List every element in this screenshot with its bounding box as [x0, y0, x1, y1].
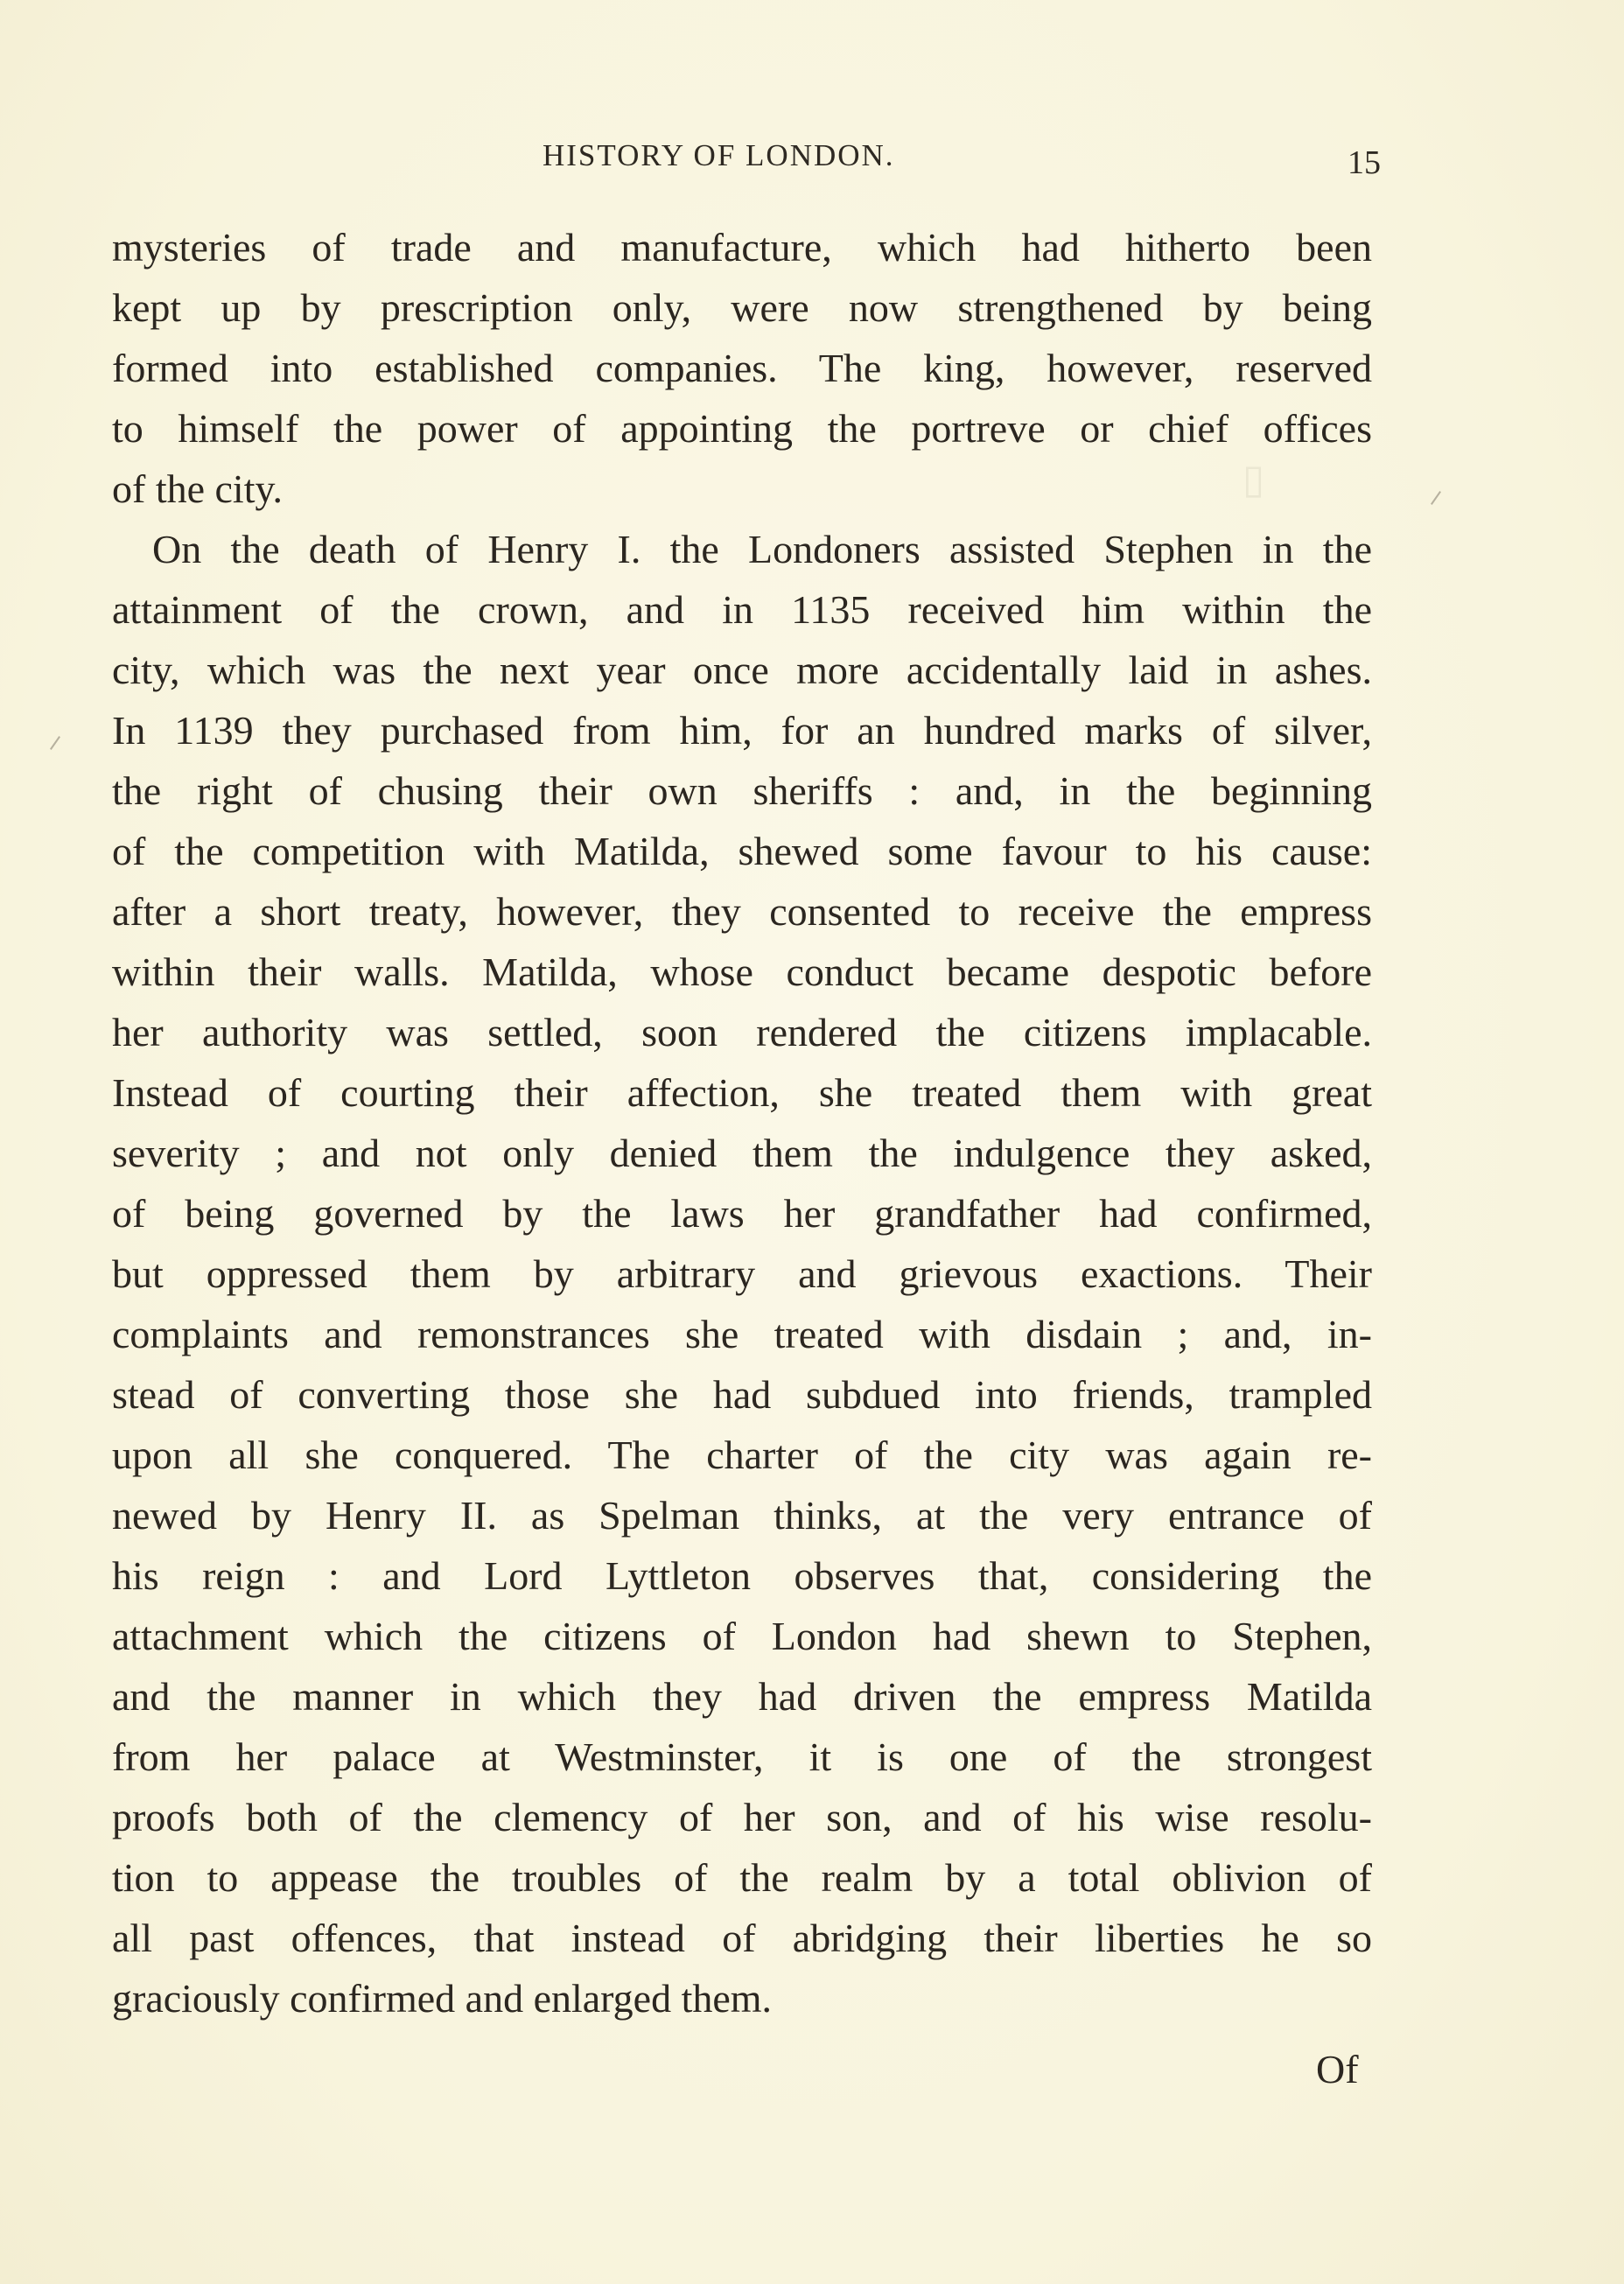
text-line: city, which was the next year once more accidentally laid in ashes. [112, 648, 1372, 692]
text-line: his reign : and Lord Lyttleton observes that, considering the [112, 1553, 1372, 1598]
text-line: proofs both of the clemency of her son, and of his wise resolu- [112, 1795, 1372, 1839]
text-line: but oppressed them by arbitrary and grievous exactions. Their [112, 1251, 1372, 1296]
text-line: all past offences, that instead of abridging their liberties he so [112, 1916, 1372, 1960]
text-line: attachment which the citizens of London had shewn to Stephen, [112, 1614, 1372, 1658]
text-line: the right of chusing their own sheriffs : and, in the beginning [112, 768, 1372, 813]
page-number: 15 [1348, 144, 1381, 181]
text-line: severity ; and not only denied them the indulgence they asked, [112, 1131, 1372, 1175]
text-line: and the manner in which they had driven the empress Matilda [112, 1674, 1372, 1719]
text-line: to himself the power of appointing the portreve or chief offices [112, 406, 1372, 451]
text-line: upon all she conquered. The charter of the city was again re- [112, 1433, 1372, 1477]
text-line: of being governed by the laws her grandfather had confirmed, [112, 1191, 1372, 1236]
text-line: attainment of the crown, and in 1135 received him within the [112, 587, 1372, 632]
text-line: her authority was settled, soon rendered the citizens implacable. [112, 1010, 1372, 1054]
text-line: On the death of Henry I. the Londoners assisted Stephen in the [152, 527, 1372, 571]
stray-mark [50, 736, 60, 750]
text-line: stead of converting those she had subdued into friends, trampled [112, 1372, 1372, 1417]
stray-mark [1431, 491, 1441, 505]
text-line: graciously confirmed and enlarged them. [112, 1976, 773, 2021]
text-line: complaints and remonstrances she treated with disdain ; and, in- [112, 1312, 1372, 1356]
show-through-text: ▯ [1242, 457, 1265, 501]
text-line: Instead of courting their affection, she treated them with great [112, 1070, 1372, 1115]
running-head [0, 138, 1624, 191]
catchword: Of [1316, 2047, 1359, 2091]
body-text [112, 217, 1372, 2028]
text-line: of the competition with Matilda, shewed some favour to his cause: [112, 829, 1372, 873]
running-title: HISTORY OF LONDON. [542, 138, 895, 172]
text-line: from her palace at Westminster, it is one of the strongest [112, 1734, 1372, 1779]
text-line: tion to appease the troubles of the realm by a total oblivion of [112, 1855, 1372, 1900]
text-line: within their walls. Matilda, whose conduct became despotic before [112, 949, 1372, 994]
text-line: In 1139 they purchased from him, for an hundred marks of silver, [112, 708, 1372, 753]
text-line: of the city. [112, 466, 284, 511]
text-line: formed into established companies. The king, however, reserved [112, 346, 1372, 390]
text-line: after a short treaty, however, they consented to receive the empress [112, 889, 1372, 934]
text-line: kept up by prescription only, were now strengthened by being [112, 285, 1372, 330]
text-line: newed by Henry II. as Spelman thinks, at the very entrance of [112, 1493, 1372, 1538]
text-line: mysteries of trade and manufacture, which had hitherto been [112, 225, 1372, 270]
